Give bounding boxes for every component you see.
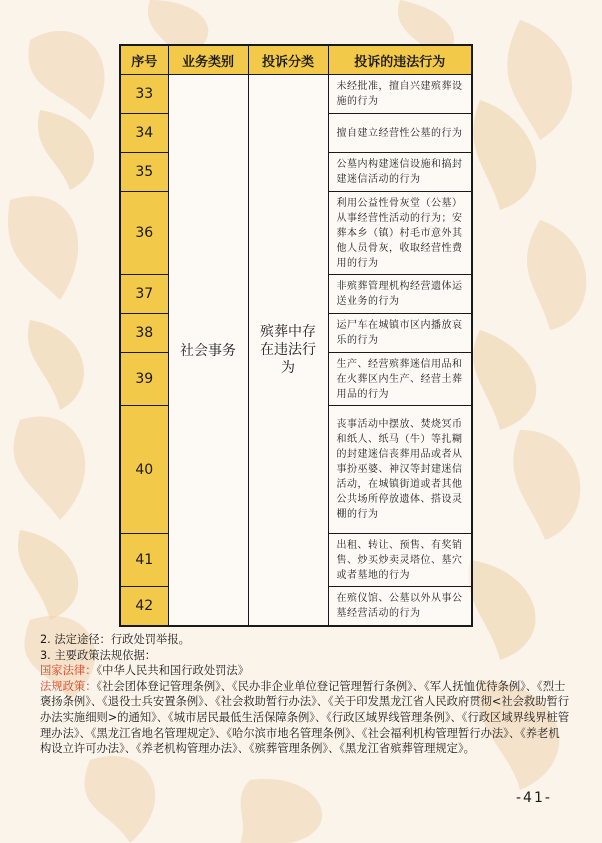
- header-category: 业务类别: [168, 45, 248, 75]
- national-law-line: [40, 663, 570, 679]
- national-law-label: 国家法律：: [40, 664, 97, 678]
- header-violation: 投诉的违法行为: [328, 45, 472, 75]
- table-row: [120, 75, 472, 114]
- national-law-text: 《中华人民共和国行政处罚法》: [96, 664, 250, 678]
- violation-cell: 出租、转让、预售、有奖销售、炒买炒卖灵塔位、墓穴或者墓地的行为: [328, 534, 472, 587]
- policy-text: 《社会团体登记管理条例》、《民办非企业单位登记管理暂行条例》、《军人抚恤优待条例》、《烈士褒扬条例》、《退役士兵安置条例》、《社会救助暂行办法》、《关于印发黑龙江省人民政府贯彻<社会救助暂行办法实施细则>的通知》、《城市居民最低生活保障条例》、《行政区域界线管理条例》、《行政区域界线界桩管理办法》、《黑龙江省地名管理规定》、《哈尔滨市地名管理条例》、《社会福利机构管理暂行办法》、《养老机构设立许可办法》、《养老机构管理办法》、《殡葬管理条例》、《黑龙江省殡葬管理规定》。: [40, 679, 570, 756]
- policy-line: [40, 679, 570, 757]
- policy-basis-heading: 3. 主要政策法规依据：: [40, 648, 157, 662]
- row-number: 39: [120, 353, 168, 406]
- violation-cell: 丧事活动中摆放、焚烧冥币和纸人、纸马（牛）等扎糊的封建迷信丧葬用品或者从事扮巫婆、神汉等封建迷信活动，在城镇街道或者其他公共场所停放遗体、搭设灵棚的行为: [328, 406, 472, 534]
- row-number: 33: [120, 75, 168, 114]
- violation-cell: 在殡仪馆、公墓以外从事公墓经营活动的行为: [328, 587, 472, 626]
- header-seq: 序号: [120, 45, 168, 75]
- legal-channel-note: 2. 法定途径：行政处罚举报。: [40, 633, 190, 646]
- row-number: 42: [120, 587, 168, 626]
- header-complaint-type: 投诉分类: [248, 45, 328, 75]
- violation-cell: 利用公益性骨灰堂（公墓）从事经营性活动的行为；安葬本乡（镇）村毛市意外其他人员骨灰，收取经营性费用的行为: [328, 192, 472, 275]
- violation-cell: 公墓内构建迷信设施和搞封建迷信活动的行为: [328, 153, 472, 192]
- violation-cell: 擅自建立经营性公墓的行为: [328, 114, 472, 153]
- complaint-type-cell: 殡葬中存在违法行为: [248, 75, 328, 626]
- violation-cell: 运尸车在城镇市区内播放哀乐的行为: [328, 314, 472, 353]
- violation-cell: 非殡葬管理机构经营遗体运送业务的行为: [328, 275, 472, 314]
- row-number: 38: [120, 314, 168, 353]
- policy-label: 法规政策：: [40, 679, 97, 693]
- notes-section: [40, 632, 570, 757]
- row-number: 37: [120, 275, 168, 314]
- row-number: 41: [120, 534, 168, 587]
- violations-table-container: [119, 44, 471, 627]
- table-header-row: [120, 45, 472, 75]
- violations-table: [119, 44, 473, 627]
- row-number: 36: [120, 192, 168, 275]
- category-cell: 社会事务: [168, 75, 248, 626]
- violation-cell: 生产、经营殡葬迷信用品和在火葬区内生产、经营土葬用品的行为: [328, 353, 472, 406]
- row-number: 34: [120, 114, 168, 153]
- violation-cell: 未经批准，擅自兴建殡葬设施的行为: [328, 75, 472, 114]
- page-number: -41-: [516, 790, 552, 806]
- row-number: 40: [120, 406, 168, 534]
- row-number: 35: [120, 153, 168, 192]
